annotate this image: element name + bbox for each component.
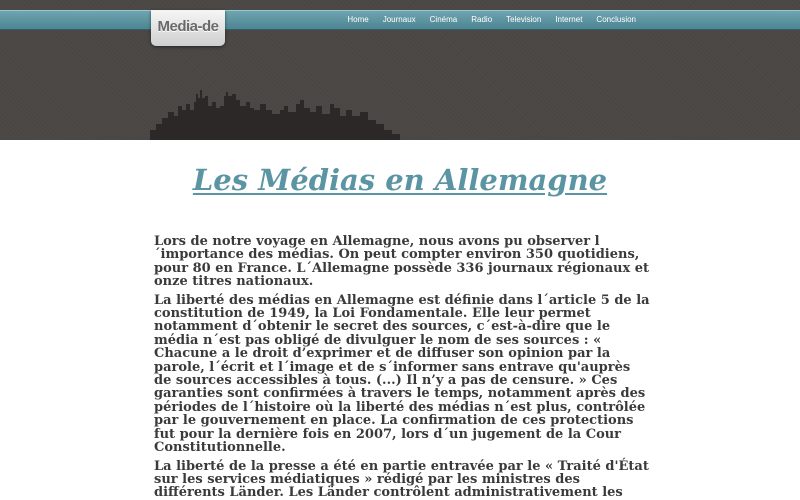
nav-link-radio[interactable]: Radio (471, 14, 493, 24)
main-nav (333, 10, 636, 28)
nav-link-internet[interactable]: Internet (555, 14, 583, 24)
article-paragraph: La liberté de la presse a été en partie entravée par le « Traité d'État sur les services médiatiques » rédigé par les ministres des différents Länder. Les Länder contrôlent administrativement les (154, 458, 649, 500)
city-skyline-image (150, 86, 400, 140)
article-paragraph: La liberté des médias en Allemagne est définie dans l´article 5 de la constitution de 1949, la Loi Fondamentale. Elle leur permet notamment d´obtenir le secret des sources, c´est-à-dire que le média n´est pas obligé de divulguer le nom de ses sources : « Chacune a le droit d’exprimer et de diffuser son opinion par la parole, l´écrit et l´image et de s´informer sans entrave qu'auprès de sources accessibles à tous. (...) Il n’y a pas de censure. » Ces garanties sont confirmées à travers le temps, notamment après des périodes de l´histoire où la liberté des médias n´est plus, contrôlée par le gouvernement en place. La confirmation de ces protections fut pour la dernière fois en 2007, lors d´un jugement de la Cour Constitutionnelle. (154, 292, 650, 456)
nav-link-conclusion[interactable]: Conclusion (596, 14, 636, 24)
nav-link-journaux[interactable]: Journaux (382, 14, 416, 24)
nav-link-home[interactable]: Home (347, 14, 369, 24)
site-logo[interactable] (151, 10, 225, 46)
main-content (0, 140, 800, 500)
logo-text: Media-de (157, 18, 219, 35)
page-title[interactable]: Les Médias en Allemagne (192, 163, 608, 197)
nav-link-television[interactable]: Television (506, 14, 542, 24)
article-paragraph: Lors de notre voyage en Allemagne, nous avons pu observer l´importance des médias. On peut compter environ 350 quotidiens, pour 80 en France. L´Allemagne possède 336 journaux régionaux et onze titres nationaux. (154, 234, 650, 290)
site-header (0, 0, 800, 140)
nav-link-cinema[interactable]: Cinéma (429, 14, 458, 24)
article-body (154, 235, 650, 500)
